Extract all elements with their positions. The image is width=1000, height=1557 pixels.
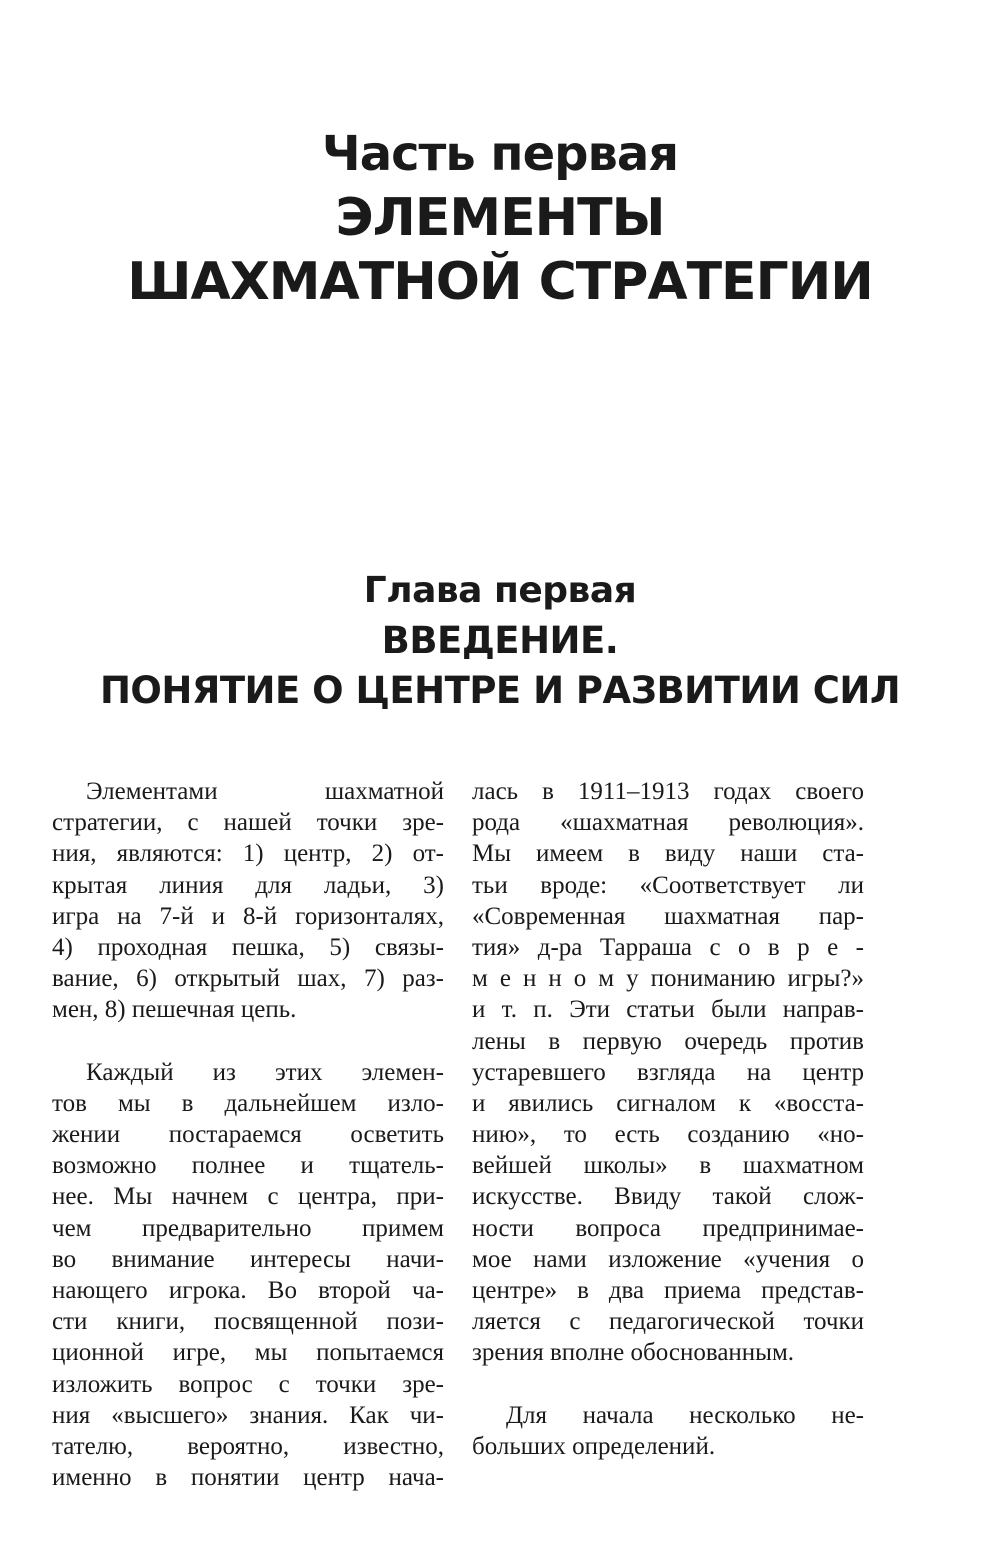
text-line: и т. п. Эти статьи были направ- — [472, 996, 864, 1024]
text-line: Каждый из этих элемен- — [86, 1058, 444, 1086]
chapter-label: Глава первая — [363, 570, 637, 611]
text-line: нающего игрока. Во второй ча- — [52, 1277, 444, 1304]
text-line: возможно полнее и тщатель- — [52, 1152, 444, 1180]
text-line: центре» в два приема представ- — [472, 1277, 864, 1304]
text-line: мен, 8) пешечная цепь. — [52, 996, 297, 1024]
text-line: тов мы в дальнейшем изло- — [52, 1089, 444, 1117]
text-line: сти книги, посвященной пози- — [52, 1308, 444, 1336]
text-line: жении постараемся осветить — [52, 1121, 444, 1149]
text-line: нее. Мы начнем с центра, при- — [52, 1183, 444, 1211]
chapter-title-line-2: ПОНЯТИЕ О ЦЕНТРЕ И РАЗВИТИИ СИЛ — [99, 669, 901, 712]
text-line: ния «высшего» знания. Как чи- — [52, 1401, 444, 1429]
paragraph — [472, 1400, 864, 1462]
text-line: зрения вполне обоснованным. — [472, 1339, 795, 1367]
text-line: тьи вроде: «Соответствует ли — [472, 871, 864, 899]
part-label: Часть первая — [321, 126, 679, 182]
text-line: чем предварительно примем — [52, 1214, 444, 1242]
text-line: и явились сигналом к «восста- — [472, 1089, 864, 1117]
text-line: м е н н о м у пониманию игры?» — [472, 965, 864, 993]
text-line: ляется с педагогической точки — [472, 1308, 864, 1336]
right-column — [472, 776, 864, 1462]
text-line: ния, являются: 1) центр, 2) от- — [52, 840, 444, 868]
text-line: искусстве. Ввиду такой слож- — [472, 1183, 864, 1211]
text-line: вейшей школы» в шахматном — [472, 1152, 864, 1180]
text-line: Для начала несколько не- — [506, 1401, 864, 1429]
part-heading — [0, 122, 1000, 314]
text-line: стратегии, с нашей точки зре- — [52, 809, 444, 837]
text-line: «Современная шахматная пар- — [472, 902, 864, 930]
text-line: вание, 6) открытый шах, 7) раз- — [52, 965, 444, 993]
text-line: лась в 1911–1913 годах своего — [472, 778, 864, 805]
text-line: во внимание интересы начи- — [52, 1245, 444, 1273]
paragraph — [472, 776, 864, 1369]
text-line: тателю, вероятно, известно, — [52, 1432, 444, 1460]
text-line: больших определений. — [472, 1432, 716, 1460]
text-line: ционной игре, мы попытаемся — [52, 1339, 444, 1367]
text-line: Мы имеем в виду наши ста- — [472, 840, 864, 868]
paragraph — [52, 776, 444, 1026]
text-line: изложить вопрос с точки зре- — [52, 1370, 444, 1398]
text-line: лены в первую очередь против — [472, 1027, 864, 1055]
text-line: рода «шахматная революция». — [472, 809, 864, 837]
text-line: тия» д-ра Тарраша с о в р е - — [472, 933, 864, 961]
text-line: 4) проходная пешка, 5) связы- — [52, 933, 444, 961]
text-line: именно в понятии центр нача- — [52, 1464, 444, 1492]
chapter-heading — [0, 566, 1000, 716]
left-column — [52, 776, 444, 1493]
text-line: крытая линия для ладьи, 3) — [52, 871, 444, 899]
part-title-line-2: ШАХМАТНОЙ СТРАТЕГИИ — [127, 252, 873, 312]
text-line: мое нами изложение «учения о — [472, 1245, 864, 1273]
text-line: Элементами шахматной — [86, 778, 444, 805]
paragraph — [52, 1057, 444, 1494]
part-title-line-1: ЭЛЕМЕНТЫ — [335, 188, 665, 248]
text-line: игра на 7-й и 8-й горизонталях, — [52, 902, 444, 930]
text-line: нию», то есть созданию «но- — [472, 1121, 864, 1149]
text-line: ности вопроса предпринимае- — [472, 1214, 864, 1242]
text-line: устаревшего взгляда на центр — [472, 1058, 864, 1086]
chapter-title-line-1: ВВЕДЕНИЕ. — [381, 619, 619, 662]
